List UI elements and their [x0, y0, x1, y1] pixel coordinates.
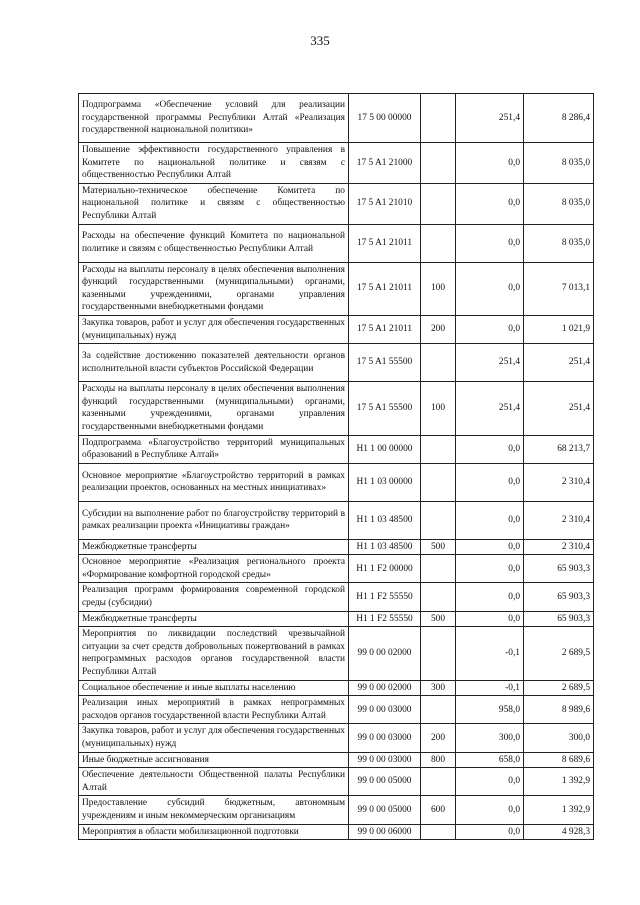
row-amount-change-cell: 0,0	[456, 796, 524, 824]
row-code-cell: 99 0 00 02000	[349, 680, 421, 696]
row-expense-type-cell	[421, 627, 456, 680]
row-amount-change-cell: 0,0	[456, 463, 524, 501]
row-name-cell: Расходы на выплаты персоналу в целях обеспечения выполнения функций государственными (муниципальными) органами, казенными учреждениями, органами управления государственными внебюджетными фондами	[79, 382, 349, 435]
row-amount-change-cell: 0,0	[456, 315, 524, 343]
row-expense-type-cell	[421, 768, 456, 796]
table-row	[79, 555, 594, 583]
row-amount-change-cell: 958,0	[456, 696, 524, 724]
row-amount-total-cell: 251,4	[524, 344, 594, 382]
table-row	[79, 696, 594, 724]
row-amount-total-cell: 8 035,0	[524, 183, 594, 224]
row-code-cell: H1 1 03 48500	[349, 539, 421, 555]
row-code-cell: 99 0 00 03000	[349, 696, 421, 724]
row-amount-total-cell: 4 928,3	[524, 824, 594, 840]
row-name-cell: Социальное обеспечение и иные выплаты населению	[79, 680, 349, 696]
row-name-cell: Закупка товаров, работ и услуг для обеспечения государственных (муниципальных) нужд	[79, 315, 349, 343]
table-row	[79, 382, 594, 435]
row-amount-change-cell: 0,0	[456, 183, 524, 224]
row-amount-total-cell: 251,4	[524, 382, 594, 435]
table-row	[79, 539, 594, 555]
row-amount-total-cell: 300,0	[524, 724, 594, 752]
row-code-cell: 99 0 00 05000	[349, 796, 421, 824]
row-name-cell: Предоставление субсидий бюджетным, автономным учреждениям и иным некоммерческим организациям	[79, 796, 349, 824]
row-code-cell: 99 0 00 06000	[349, 824, 421, 840]
table-row	[79, 768, 594, 796]
row-code-cell: 17 5 A1 21011	[349, 315, 421, 343]
table-row	[79, 435, 594, 463]
page-number: 335	[310, 33, 330, 48]
row-amount-change-cell: 658,0	[456, 752, 524, 768]
row-code-cell: H1 1 F2 00000	[349, 555, 421, 583]
row-name-cell: Субсидии на выполнение работ по благоустройству территорий в рамках реализации проекта «Инициативы граждан»	[79, 501, 349, 539]
row-expense-type-cell: 800	[421, 752, 456, 768]
table-row	[79, 463, 594, 501]
row-amount-change-cell: 251,4	[456, 344, 524, 382]
table-row	[79, 796, 594, 824]
table-row	[79, 224, 594, 262]
row-amount-change-cell: 0,0	[456, 435, 524, 463]
row-amount-change-cell: 0,0	[456, 555, 524, 583]
row-code-cell: 99 0 00 03000	[349, 752, 421, 768]
row-name-cell: Основное мероприятие «Реализация регионального проекта «Формирование комфортной городской среды»	[79, 555, 349, 583]
row-code-cell: Н1 1 F2 55550	[349, 611, 421, 627]
row-expense-type-cell: 200	[421, 315, 456, 343]
row-expense-type-cell: 100	[421, 262, 456, 315]
row-expense-type-cell: 300	[421, 680, 456, 696]
table-row	[79, 501, 594, 539]
budget-table-body	[79, 94, 594, 840]
table-row	[79, 583, 594, 611]
row-amount-change-cell: 0,0	[456, 224, 524, 262]
row-name-cell: Расходы на выплаты персоналу в целях обеспечения выполнения функций государственными (муниципальными) органами, казенными учреждениями, органами управления государственными внебюджетными фондами	[79, 262, 349, 315]
row-amount-total-cell: 2 310,4	[524, 539, 594, 555]
row-amount-change-cell: 300,0	[456, 724, 524, 752]
table-row	[79, 724, 594, 752]
table-row	[79, 183, 594, 224]
table-row	[79, 344, 594, 382]
row-amount-change-cell: 0,0	[456, 539, 524, 555]
row-amount-change-cell: 251,4	[456, 94, 524, 143]
row-name-cell: Расходы на обеспечение функций Комитета по национальной политике и связям с общественностью Республики Алтай	[79, 224, 349, 262]
row-code-cell: 17 5 A1 21011	[349, 262, 421, 315]
row-code-cell: 17 5 A1 21010	[349, 183, 421, 224]
row-code-cell: 17 5 A1 21011	[349, 224, 421, 262]
row-amount-total-cell: 8 286,4	[524, 94, 594, 143]
row-amount-total-cell: 68 213,7	[524, 435, 594, 463]
row-amount-total-cell: 7 013,1	[524, 262, 594, 315]
row-amount-change-cell: 0,0	[456, 768, 524, 796]
row-expense-type-cell	[421, 501, 456, 539]
row-code-cell: H1 1 00 00000	[349, 435, 421, 463]
row-expense-type-cell: 100	[421, 382, 456, 435]
row-amount-total-cell: 8 689,6	[524, 752, 594, 768]
row-expense-type-cell	[421, 143, 456, 184]
budget-table	[78, 93, 594, 840]
row-amount-total-cell: 65 903,3	[524, 583, 594, 611]
row-name-cell: Мероприятия по ликвидации последствий чрезвычайной ситуации за счет средств добровольных пожертвований в рамках непрограммных расходов органов государственной власти Республики Алтай	[79, 627, 349, 680]
row-code-cell: 17 5 A1 55500	[349, 344, 421, 382]
row-amount-change-cell: 251,4	[456, 382, 524, 435]
row-expense-type-cell	[421, 824, 456, 840]
row-expense-type-cell: 500	[421, 539, 456, 555]
table-row	[79, 752, 594, 768]
row-code-cell: H1 1 03 00000	[349, 463, 421, 501]
row-expense-type-cell: 600	[421, 796, 456, 824]
row-expense-type-cell	[421, 696, 456, 724]
row-amount-total-cell: 8 035,0	[524, 143, 594, 184]
row-code-cell: 99 0 00 03000	[349, 724, 421, 752]
row-expense-type-cell	[421, 555, 456, 583]
row-name-cell: Реализация программ формирования современной городской среды (субсидии)	[79, 583, 349, 611]
row-amount-change-cell: 0,0	[456, 143, 524, 184]
row-code-cell: 17 5 A1 55500	[349, 382, 421, 435]
row-amount-total-cell: 2 689,5	[524, 627, 594, 680]
row-name-cell: Закупка товаров, работ и услуг для обеспечения государственных (муниципальных) нужд	[79, 724, 349, 752]
row-code-cell: H1 1 03 48500	[349, 501, 421, 539]
table-row	[79, 611, 594, 627]
row-amount-total-cell: 1 021,9	[524, 315, 594, 343]
row-amount-change-cell: -0,1	[456, 627, 524, 680]
row-amount-total-cell: 2 310,4	[524, 463, 594, 501]
row-amount-total-cell: 65 903,3	[524, 555, 594, 583]
row-code-cell: 99 0 00 05000	[349, 768, 421, 796]
table-row	[79, 824, 594, 840]
row-expense-type-cell	[421, 94, 456, 143]
row-name-cell: Реализация иных мероприятий в рамках непрограммных расходов органов государственной власти Республики Алтай	[79, 696, 349, 724]
row-amount-total-cell: 1 392,9	[524, 796, 594, 824]
table-row	[79, 94, 594, 143]
row-name-cell: Межбюджетные трансферты	[79, 539, 349, 555]
row-amount-change-cell: -0,1	[456, 680, 524, 696]
row-amount-change-cell: 0,0	[456, 611, 524, 627]
row-amount-total-cell: 2 310,4	[524, 501, 594, 539]
row-amount-change-cell: 0,0	[456, 262, 524, 315]
row-amount-total-cell: 8 035,0	[524, 224, 594, 262]
row-name-cell: Межбюджетные трансферты	[79, 611, 349, 627]
row-code-cell: H1 1 F2 55550	[349, 583, 421, 611]
row-amount-change-cell: 0,0	[456, 824, 524, 840]
row-code-cell: 17 5 A1 21000	[349, 143, 421, 184]
row-name-cell: Повышение эффективности государственного управления в Комитете по национальной политике и связям с общественностью Республики Алтай	[79, 143, 349, 184]
row-name-cell: Подпрограмма «Благоустройство территорий муниципальных образований в Республике Алтай»	[79, 435, 349, 463]
table-row	[79, 315, 594, 343]
row-expense-type-cell	[421, 183, 456, 224]
row-code-cell: 17 5 00 00000	[349, 94, 421, 143]
row-name-cell: Подпрограмма «Обеспечение условий для реализации государственной программы Республики Алтай «Реализация государственной национальной политики»	[79, 94, 349, 143]
row-amount-total-cell: 65 903,3	[524, 611, 594, 627]
row-amount-change-cell: 0,0	[456, 583, 524, 611]
row-amount-total-cell: 2 689,5	[524, 680, 594, 696]
row-expense-type-cell	[421, 583, 456, 611]
row-expense-type-cell	[421, 435, 456, 463]
row-name-cell: Обеспечение деятельности Общественной палаты Республики Алтай	[79, 768, 349, 796]
row-name-cell: За содействие достижению показателей деятельности органов исполнительной власти субъектов Российской Федерации	[79, 344, 349, 382]
row-expense-type-cell: 200	[421, 724, 456, 752]
row-expense-type-cell	[421, 224, 456, 262]
row-name-cell: Основное мероприятие «Благоустройство территорий в рамках реализации проектов, основанных на местных инициативах»	[79, 463, 349, 501]
table-row	[79, 262, 594, 315]
row-amount-total-cell: 1 392,9	[524, 768, 594, 796]
row-name-cell: Иные бюджетные ассигнования	[79, 752, 349, 768]
row-name-cell: Мероприятия в области мобилизационной подготовки	[79, 824, 349, 840]
row-expense-type-cell: 500	[421, 611, 456, 627]
row-expense-type-cell	[421, 463, 456, 501]
table-row	[79, 680, 594, 696]
row-code-cell: 99 0 00 02000	[349, 627, 421, 680]
row-name-cell: Материально-техническое обеспечение Комитета по национальной политике и связям с общественностью Республики Алтай	[79, 183, 349, 224]
row-amount-total-cell: 8 989,6	[524, 696, 594, 724]
row-expense-type-cell	[421, 344, 456, 382]
table-row	[79, 143, 594, 184]
row-amount-change-cell: 0,0	[456, 501, 524, 539]
table-row	[79, 627, 594, 680]
